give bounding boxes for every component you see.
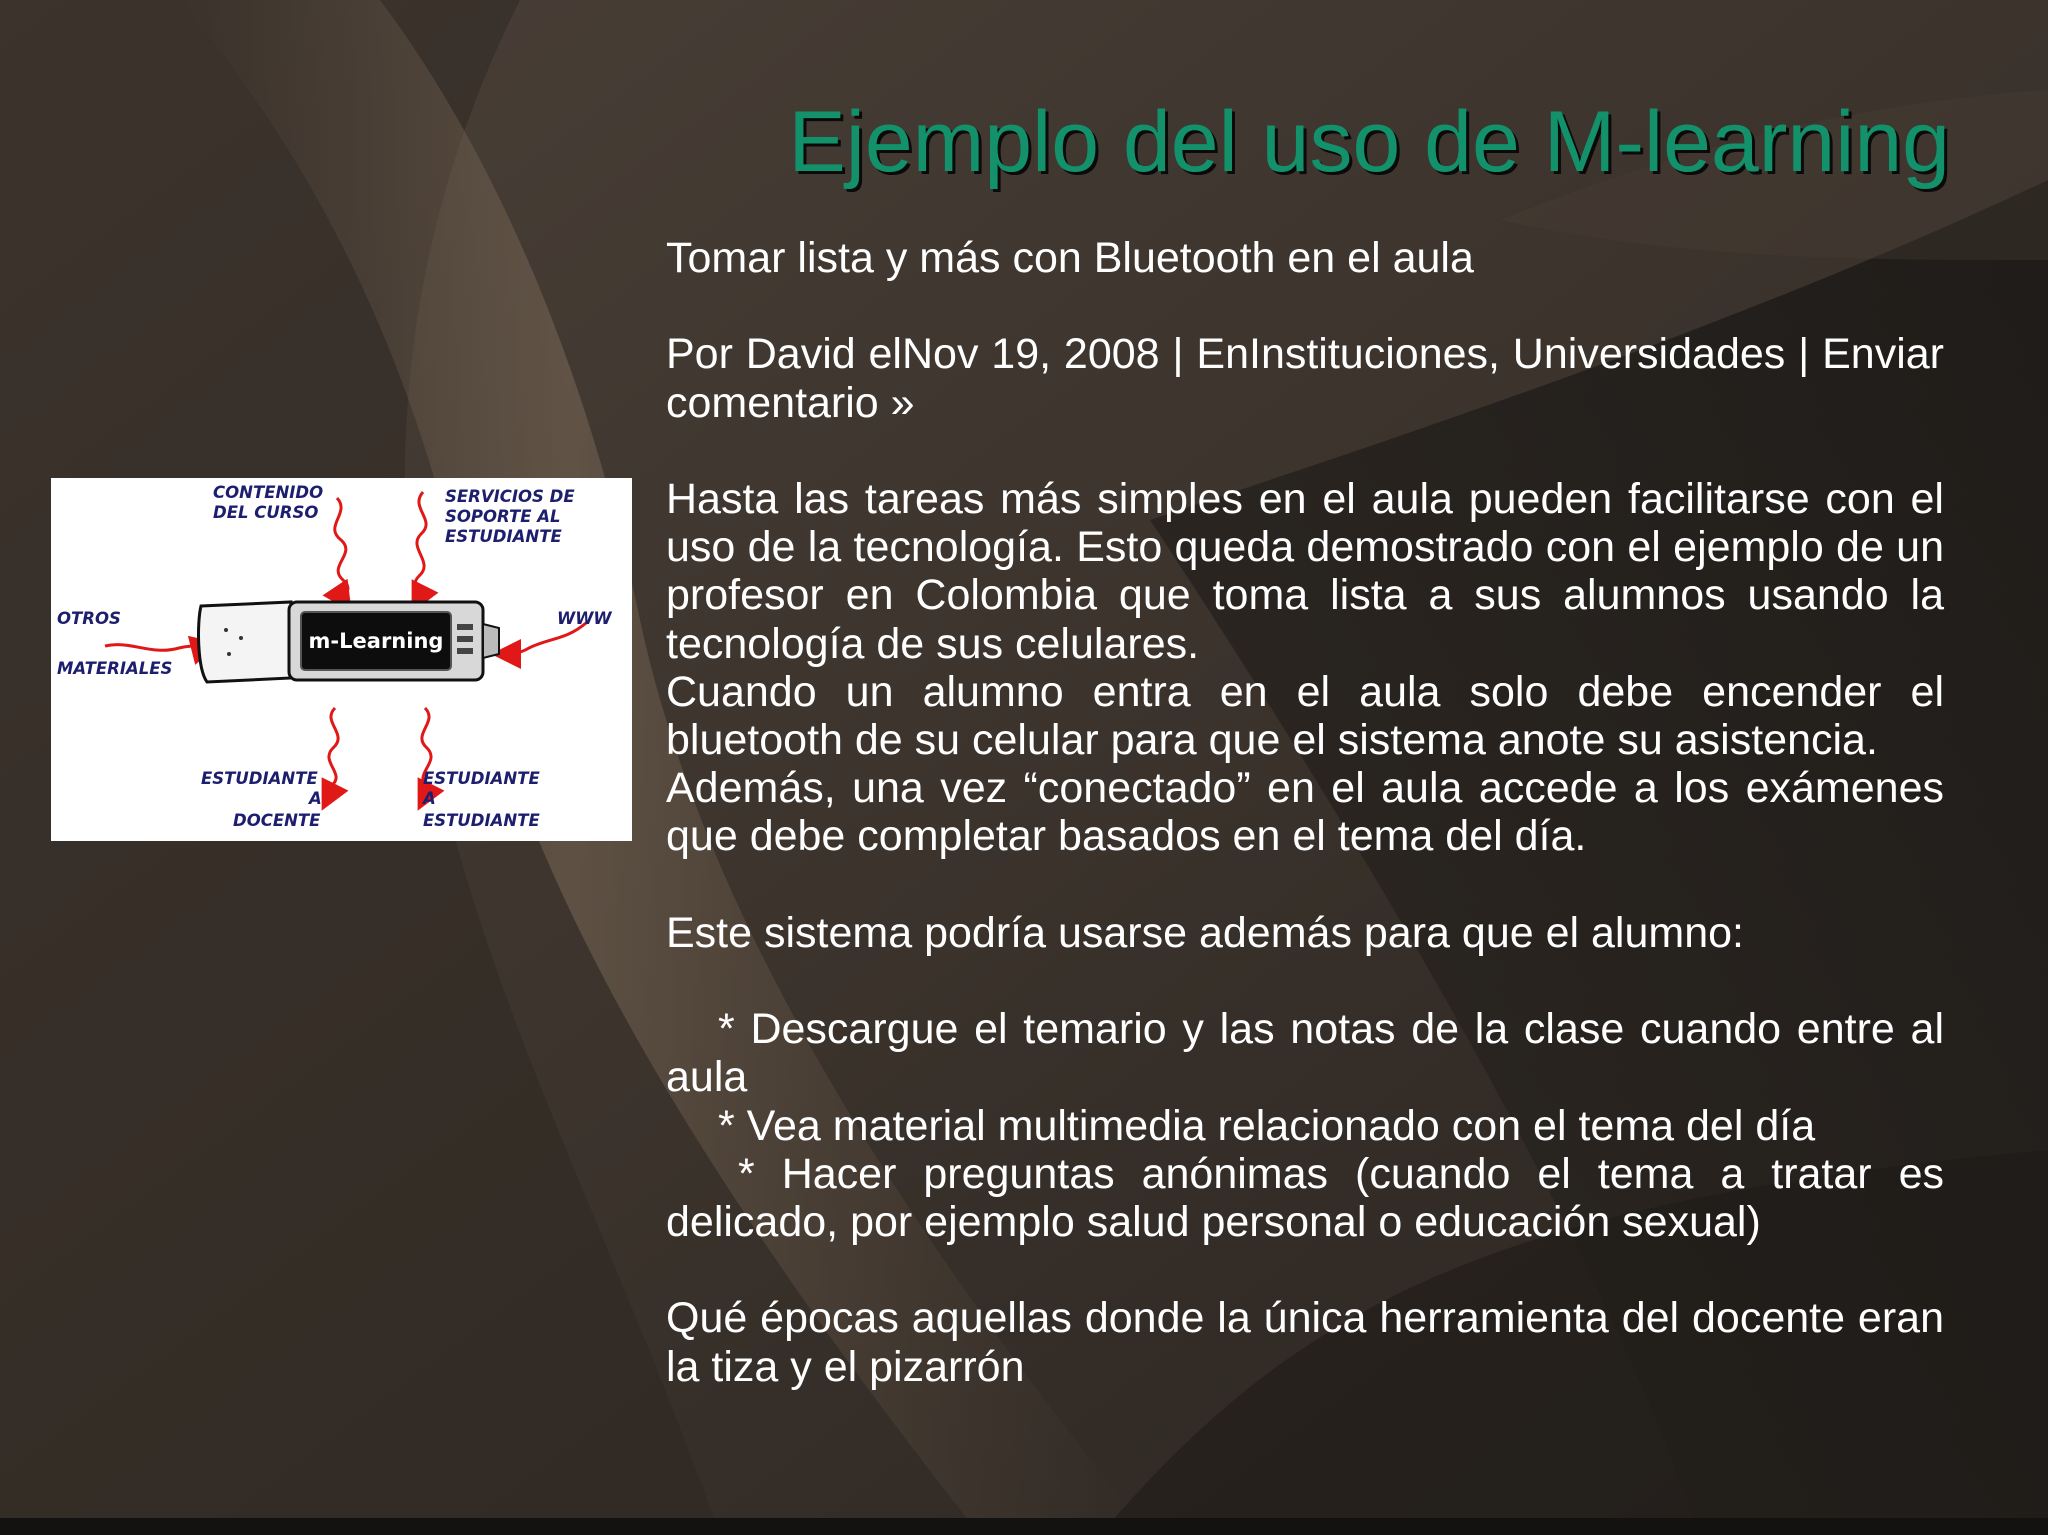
- paragraph-1: Hasta las tareas más simples en el aula pueden facilitarse con el uso de la tecnología. Esto queda demostrado con el ejemplo de un profesor en Colombia que toma lista a sus alumnos usando la tecnología de sus celulares.: [666, 474, 1944, 668]
- label-est-est-2: A: [423, 789, 436, 808]
- label-contenido-2: DEL CURSO: [213, 503, 319, 522]
- arrow-est-doc: [327, 708, 338, 800]
- label-otros-2: MATERIALES: [57, 659, 173, 678]
- label-servicios-3: ESTUDIANTE: [445, 527, 562, 546]
- arrow-contenido: [335, 498, 348, 602]
- list-item: * Descargue el temario y las notas de la clase cuando entre al aula: [666, 1005, 1944, 1102]
- article-body: [666, 234, 1944, 1391]
- label-otros-1: OTROS: [57, 609, 121, 628]
- label-servicios-2: SOPORTE AL: [445, 507, 561, 526]
- label-est-est-1: ESTUDIANTE: [423, 769, 540, 788]
- arrow-servicios: [415, 492, 426, 602]
- m-learning-diagram: [51, 478, 632, 841]
- closing-paragraph: Qué épocas aquellas donde la única herramienta del docente eran la tiza y el pizarrón: [666, 1294, 1944, 1391]
- device-label: m-Learning: [308, 629, 444, 653]
- list-intro: Este sistema podría usarse además para que el alumno:: [666, 908, 1744, 957]
- list-item: * Vea material multimedia relacionado con el tema del día: [718, 1101, 1816, 1150]
- paragraph-2: Cuando un alumno entra en el aula solo debe encender el bluetooth de su celular para que el sistema anote su asistencia.: [666, 667, 1944, 764]
- label-est-doc-2: A: [309, 789, 322, 808]
- arrow-otros: [105, 645, 209, 651]
- paragraph-3: Además, una vez “conectado” en el aula accede a los exámenes que debe completar basados en el tema del día.: [666, 764, 1944, 861]
- label-est-est-3: ESTUDIANTE: [423, 811, 540, 830]
- label-www: WWW: [557, 609, 612, 628]
- label-servicios-1: SERVICIOS DE: [445, 487, 575, 506]
- slide-title: Ejemplo del uso de M-learning: [788, 94, 1950, 190]
- phone-device-icon: [199, 602, 499, 682]
- list-item: * Hacer preguntas anónimas (cuando el tema a tratar es delicado, por ejemplo salud personal o educación sexual): [666, 1149, 1944, 1246]
- label-est-doc-3: DOCENTE: [233, 811, 321, 830]
- article-headline: Tomar lista y más con Bluetooth en el aula: [666, 234, 1474, 282]
- article-byline: Por David elNov 19, 2008 | EnInstituciones, Universidades | Enviar comentario »: [666, 330, 1944, 427]
- label-contenido-1: CONTENIDO: [213, 483, 324, 502]
- label-est-doc-1: ESTUDIANTE: [201, 769, 318, 788]
